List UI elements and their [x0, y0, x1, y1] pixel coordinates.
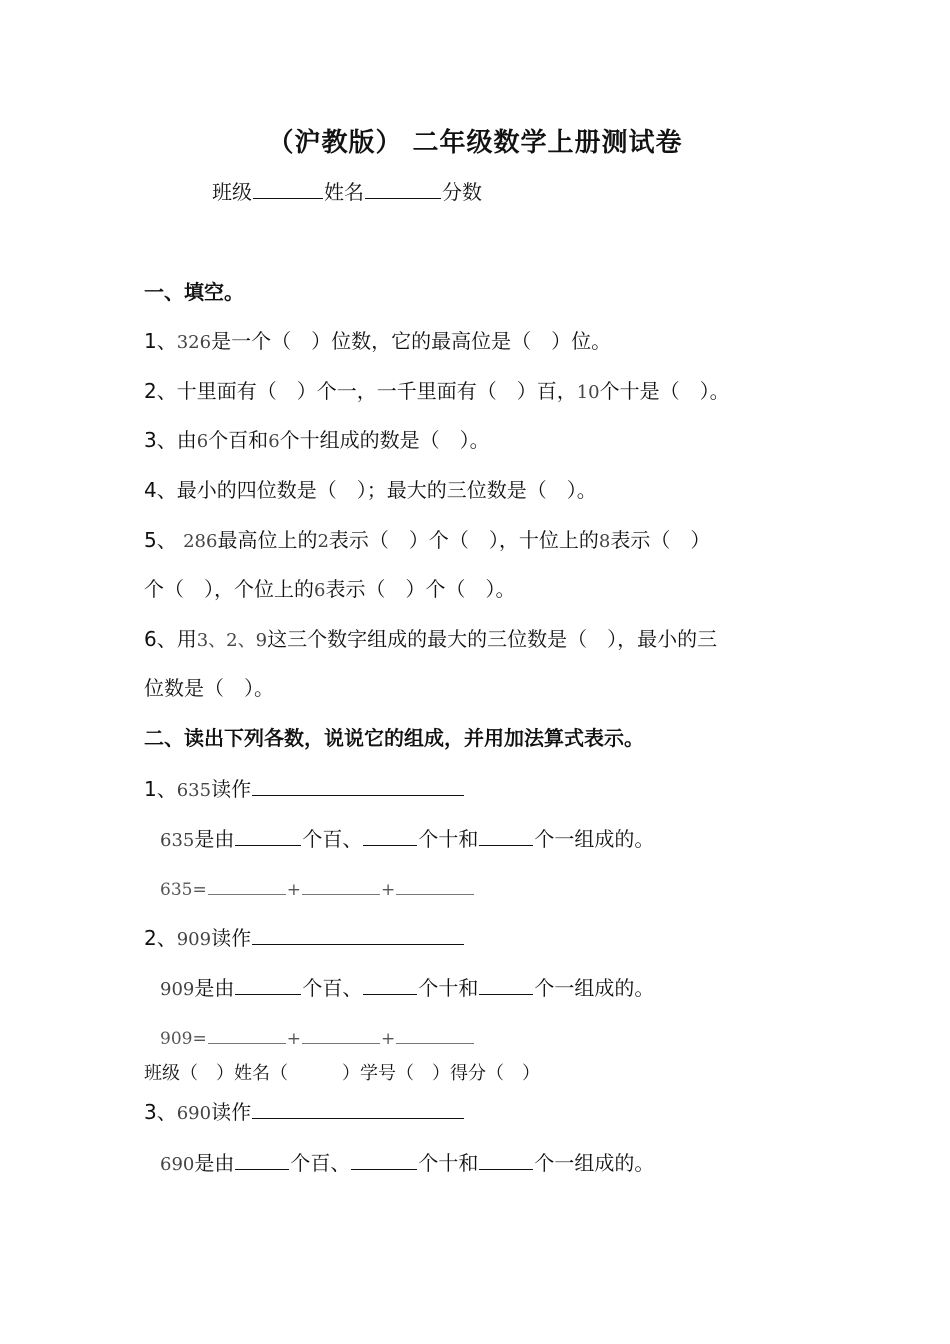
tens-blank[interactable] [363, 844, 417, 846]
section1-heading: 一、填空。 [144, 280, 244, 304]
name-label: 姓名 [324, 180, 364, 204]
question-1-1: 1、326是一个（ ）位数，它的最高位是（ ）位。 [144, 329, 612, 353]
student-info-footer: 班级（ ）姓名（ ）学号（ ）得分（ ） [144, 1063, 540, 1084]
ones-blank[interactable] [479, 993, 533, 995]
read-blank[interactable] [252, 794, 464, 796]
read-blank[interactable] [252, 1117, 464, 1119]
tens-blank[interactable] [363, 993, 417, 995]
class-label: 班级 [212, 180, 252, 204]
item-1-composition: 635是由 个百、 个十和 个一组成的。 [160, 827, 655, 851]
read-blank[interactable] [252, 943, 464, 945]
hundreds-blank[interactable] [235, 1168, 289, 1170]
tens-blank[interactable] [351, 1168, 417, 1170]
item-1-read: 1、635读作 [144, 775, 465, 805]
class-blank[interactable] [253, 197, 323, 199]
question-1-2: 2、十里面有（ ）个一，一千里面有（ ）百，10个十是（ ）。 [144, 379, 730, 403]
name-blank[interactable] [365, 197, 441, 199]
ones-blank[interactable] [479, 1168, 533, 1170]
item-2-equation: 909= + + [160, 1025, 475, 1053]
page-title: （沪教版） 二年级数学上册测试卷 [267, 128, 683, 158]
hundreds-blank[interactable] [235, 844, 301, 846]
hundreds-blank[interactable] [235, 993, 301, 995]
item-2-composition: 909是由 个百、 个十和 个一组成的。 [160, 976, 655, 1000]
item-1-equation: 635= + + [160, 876, 475, 904]
item-3-composition: 690是由 个百、 个十和 个一组成的。 [160, 1151, 655, 1175]
question-1-5: 5、 286最高位上的2表示（ ）个（ ），十位上的8表示（ ） [144, 528, 711, 552]
question-1-3: 3、由6个百和6个十组成的数是（ ）。 [144, 428, 490, 452]
question-1-5-cont: 个（ ），个位上的6表示（ ）个（ ）。 [144, 577, 516, 601]
item-3-read: 3、690读作 [144, 1098, 465, 1128]
question-1-6: 6、用3、2、9这三个数字组成的最大的三位数是（ ），最小的三 [144, 627, 718, 651]
item-2-read: 2、909读作 [144, 924, 465, 954]
ones-blank[interactable] [479, 844, 533, 846]
score-label: 分数 [442, 180, 482, 204]
student-info-header [212, 178, 482, 206]
section2-heading: 二、读出下列各数，说说它的组成，并用加法算式表示。 [144, 726, 644, 750]
question-1-4: 4、最小的四位数是（ ）；最大的三位数是（ ）。 [144, 478, 597, 502]
question-1-6-cont: 位数是（ ）。 [144, 676, 274, 700]
